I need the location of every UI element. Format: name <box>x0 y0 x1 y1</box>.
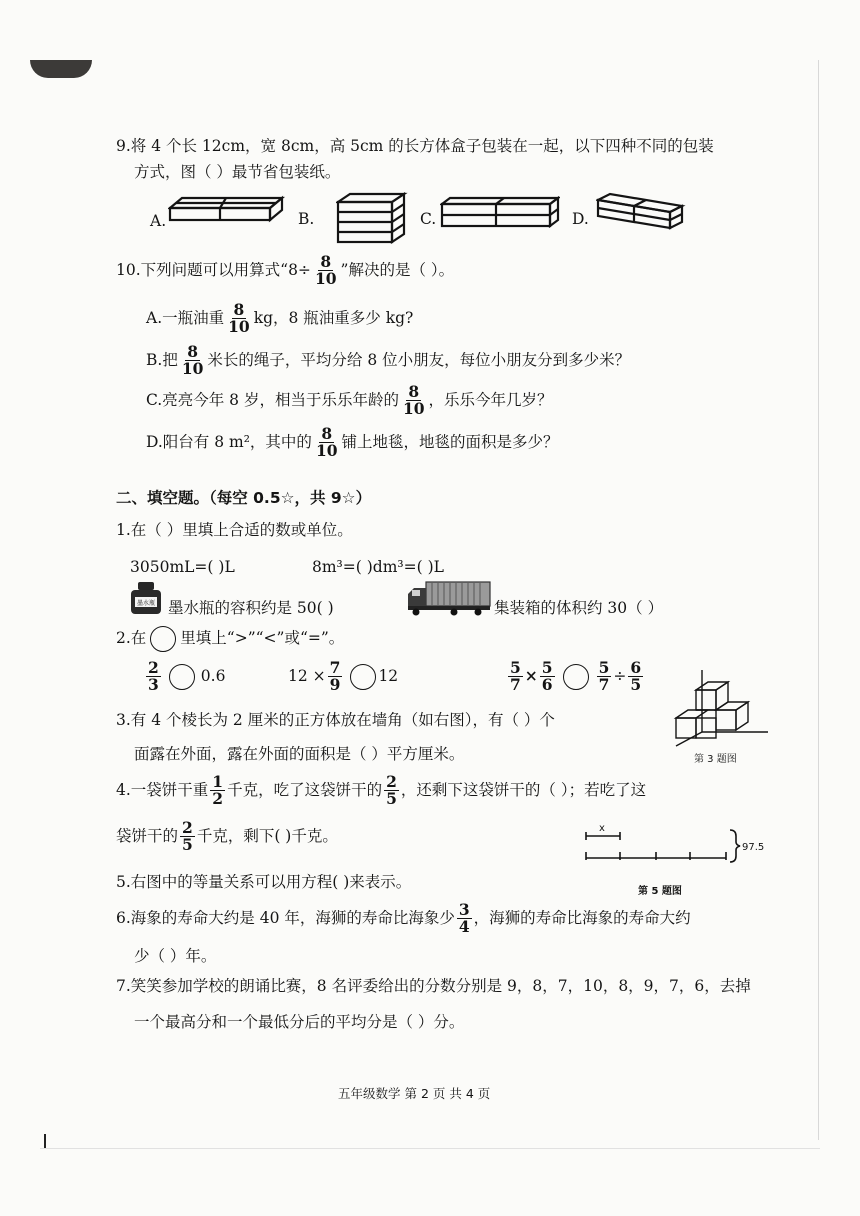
page-edge-right <box>818 60 819 1140</box>
f5-fig-x-label: x <box>599 823 605 834</box>
q9-line1: 9.将 4 个长 12cm，宽 8cm，高 5cm 的长方体盒子包装在一起，以下四种不同的包装 <box>116 137 714 155</box>
compare-circle-3[interactable] <box>563 664 589 690</box>
q10-option-a: A.一瓶油重 $\frac{8}{10}$ kg，8 瓶油重多少 kg? <box>146 300 414 337</box>
ink-bottle-label: 墨水瓶 <box>136 600 156 607</box>
container-truck-icon <box>406 580 492 616</box>
f5-segment-figure <box>580 822 770 866</box>
q9-option-a-label: A. <box>150 212 167 230</box>
q10-option-c: C.亮亮今年 8 岁，相当于乐乐年龄的 $\frac{8}{10}$ ，乐乐今年几岁？ <box>146 382 553 419</box>
f5-fig-caption: 第 5 题图 <box>638 886 682 897</box>
q10-fraction: $\frac{8}{10}$ <box>314 252 337 289</box>
f3-line2: 面露在外面，露在外面的面积是（ ）平方厘米。 <box>134 745 465 763</box>
f2-question: 2.在 里填上“>”“<”或“=”。 <box>116 626 344 652</box>
q9-option-a-figure <box>168 194 288 224</box>
compare-circle-2[interactable] <box>350 664 376 690</box>
compare-circle-1[interactable] <box>169 664 195 690</box>
f1-ink-bottle: 墨水瓶的容积约是 50( ) <box>168 599 334 617</box>
q9-option-c-figure <box>440 196 560 228</box>
q9-option-b-label: B. <box>298 210 315 228</box>
page-edge-bottom <box>40 1148 820 1149</box>
q9-line2: 方式，图（ ）最节省包装纸。 <box>134 163 341 181</box>
page-footer: 五年级数学 第 2 页 共 4 页 <box>338 1086 491 1101</box>
f3-line1: 3.有 4 个棱长为 2 厘米的正方体放在墙角（如右图），有（ ）个 <box>116 711 555 729</box>
compare-circle-icon <box>150 626 176 652</box>
f2-compare-1: $\frac{2}{3}$ 0.6 <box>148 658 226 695</box>
f3-fig-caption: 第 3 题图 <box>694 754 737 765</box>
f1-container: 集装箱的体积约 30（ ） <box>494 599 664 617</box>
f1-question: 1.在（ ）里填上合适的数或单位。 <box>116 521 353 539</box>
f7-line2: 一个最高分和一个最低分后的平均分是（ ）分。 <box>134 1013 465 1031</box>
scan-mark <box>44 1134 46 1148</box>
scan-blot <box>30 60 92 78</box>
f6-line1: 6.海象的寿命大约是 40 年，海狮的寿命比海象少 $\frac{3}{4}$ ，海狮的寿命比海象的寿命大约 <box>116 900 691 937</box>
q9-option-b-figure <box>336 192 408 244</box>
f7-line1: 7.笑笑参加学校的朗诵比赛，8 名评委给出的分数分别是 9，8，7，10，8，9，7，6，去掉 <box>116 977 751 995</box>
f5-question: 5.右图中的等量关系可以用方程( )来表示。 <box>116 873 412 891</box>
q10-suffix: ”解决的是（ ）。 <box>340 260 455 279</box>
f4-line2: 袋饼干的 $\frac{2}{5}$ 千克，剩下( )千克。 <box>116 818 338 855</box>
q9-option-d-figure <box>596 192 686 232</box>
f1-eq1: 3050mL=( )L <box>130 558 235 576</box>
f3-cube-figure <box>672 668 772 748</box>
q10-option-b: B.把 $\frac{8}{10}$ 米长的绳子，平均分给 8 位小朋友，每位小朋友分到多少米？ <box>146 342 631 379</box>
f2-compare-2: 12 × $\frac{7}{9}$ 12 <box>288 658 399 695</box>
f2-compare-3: $\frac{5}{7}$ × $\frac{5}{6}$ $\frac{5}{7}$ ÷ $\frac{6}{5}$ <box>510 658 642 695</box>
ink-bottle-icon <box>128 580 164 616</box>
f6-line2: 少（ ）年。 <box>134 947 217 965</box>
f5-fig-value-label: 97.5 <box>742 842 765 853</box>
f1-eq2: 8m³=( )dm³=( )L <box>312 558 444 576</box>
q10-option-d: D.阳台有 8 m²，其中的 $\frac{8}{10}$ 铺上地毯，地毯的面积是多少？ <box>146 424 559 461</box>
f4-line1: 4.一袋饼干重 $\frac{1}{2}$ 千克，吃了这袋饼干的 $\frac{2}{5}$ ，还剩下这袋饼干的（ ）；若吃了这 <box>116 772 647 809</box>
q9-option-d-label: D. <box>572 210 589 228</box>
section-title-fill-blanks: 二、填空题。（每空 0.5☆，共 9☆） <box>116 489 372 507</box>
q10-prefix: 10.下列问题可以用算式“8÷ <box>116 260 311 279</box>
q9-option-c-label: C. <box>420 210 437 228</box>
q10-question <box>116 254 454 288</box>
